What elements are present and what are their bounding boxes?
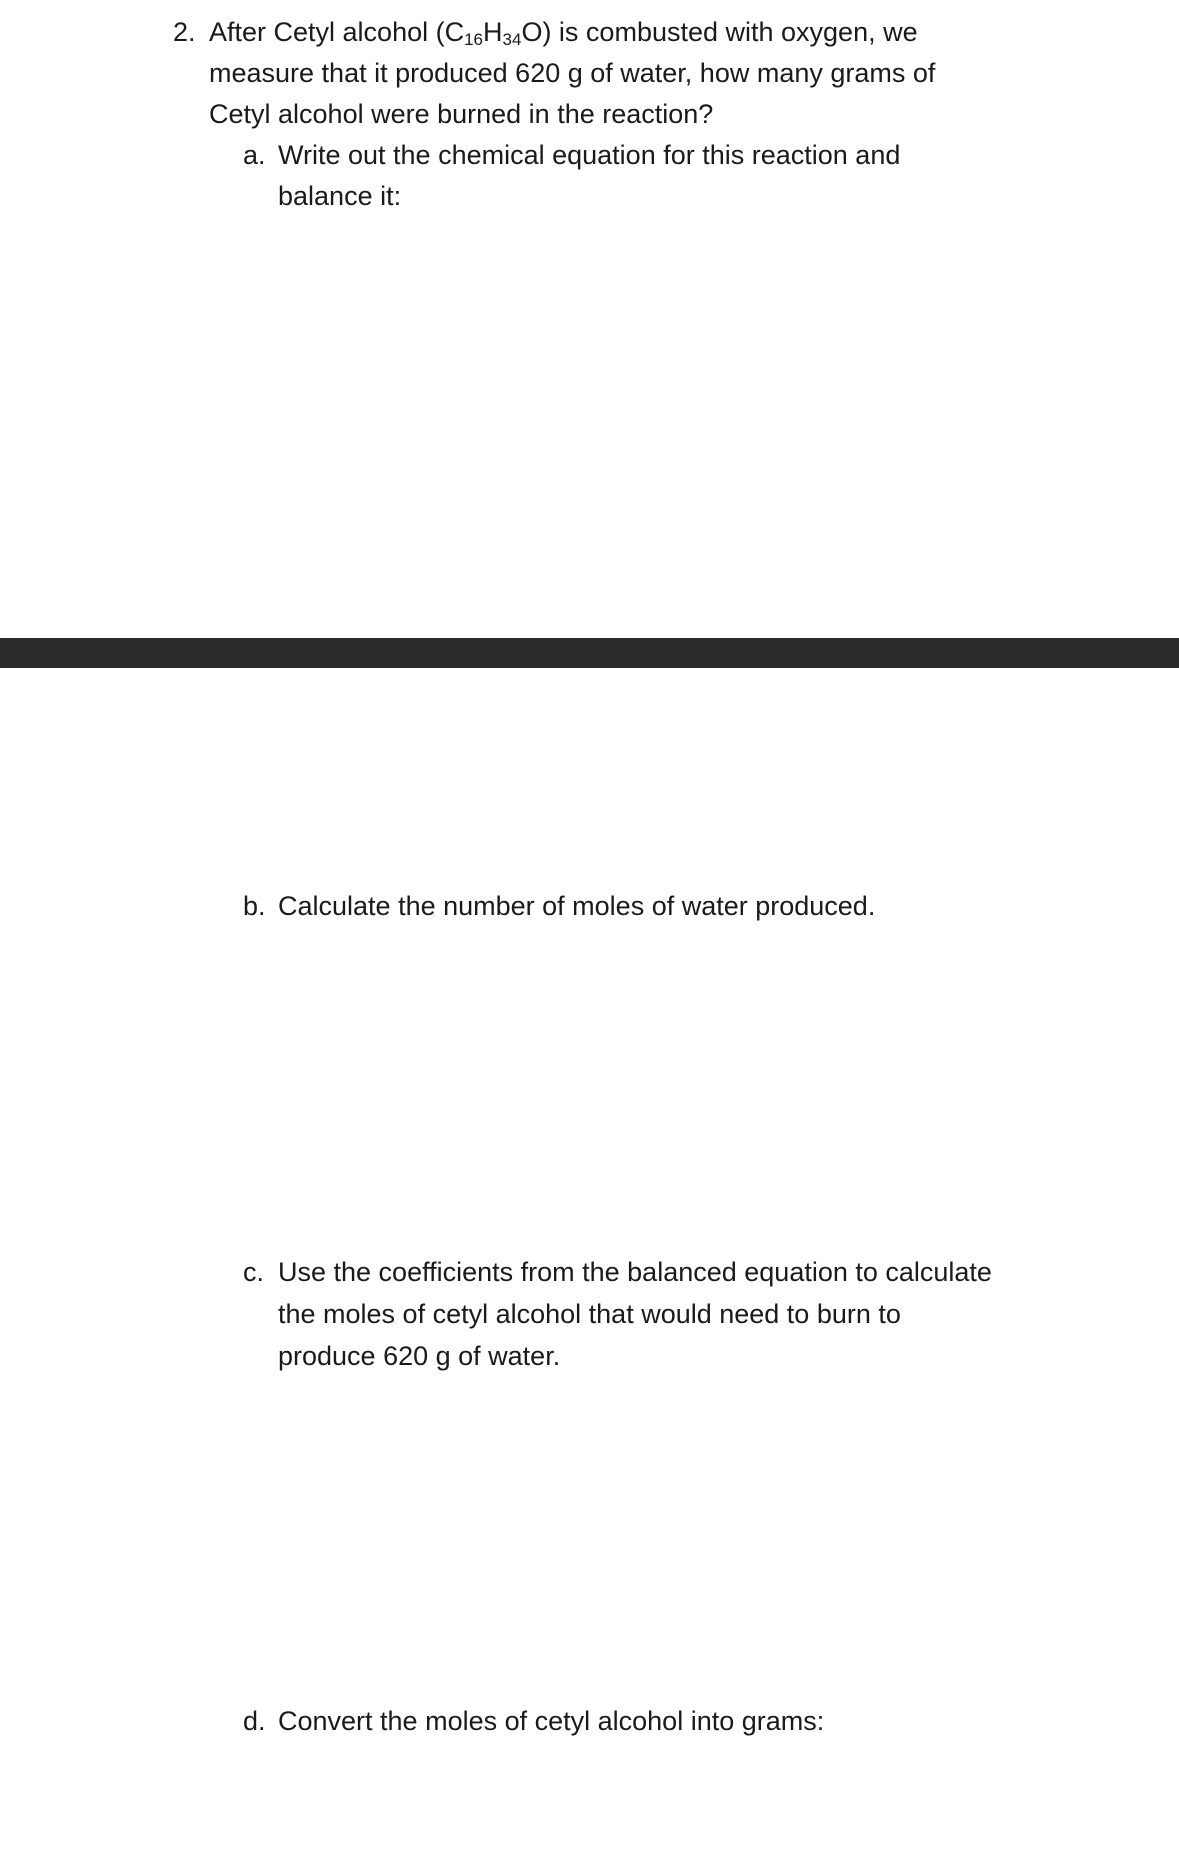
hydrogen-subscript: 34 xyxy=(502,30,522,49)
divider-bar xyxy=(0,638,1179,668)
question-line-1 xyxy=(209,17,918,49)
question-number: 2. xyxy=(173,17,196,47)
part-c-marker: c. xyxy=(243,1257,265,1287)
question-text: After Cetyl alcohol (C xyxy=(209,17,465,47)
part-c-line-2: the moles of cetyl alcohol that would need to burn to xyxy=(278,1299,901,1329)
part-a-line-1: Write out the chemical equation for this reaction and xyxy=(278,140,901,170)
part-c-line-1: Use the coefficients from the balanced equation to calculate xyxy=(278,1257,992,1287)
part-b-line-1: Calculate the number of moles of water produced. xyxy=(278,891,876,921)
part-c-line-3: produce 620 g of water. xyxy=(278,1341,561,1371)
question-text: O) is combusted with oxygen, we xyxy=(521,17,918,47)
question-line-3: Cetyl alcohol were burned in the reaction? xyxy=(209,99,714,129)
part-d-line-1: Convert the moles of cetyl alcohol into grams: xyxy=(278,1706,825,1736)
carbon-subscript: 16 xyxy=(464,30,484,49)
part-d-marker: d. xyxy=(243,1706,266,1736)
part-a-line-2: balance it: xyxy=(278,181,402,211)
part-a-marker: a. xyxy=(243,140,266,170)
part-b-marker: b. xyxy=(243,891,266,921)
question-line-2: measure that it produced 620 g of water, how many grams of xyxy=(209,58,936,88)
question-text: H xyxy=(483,17,503,47)
